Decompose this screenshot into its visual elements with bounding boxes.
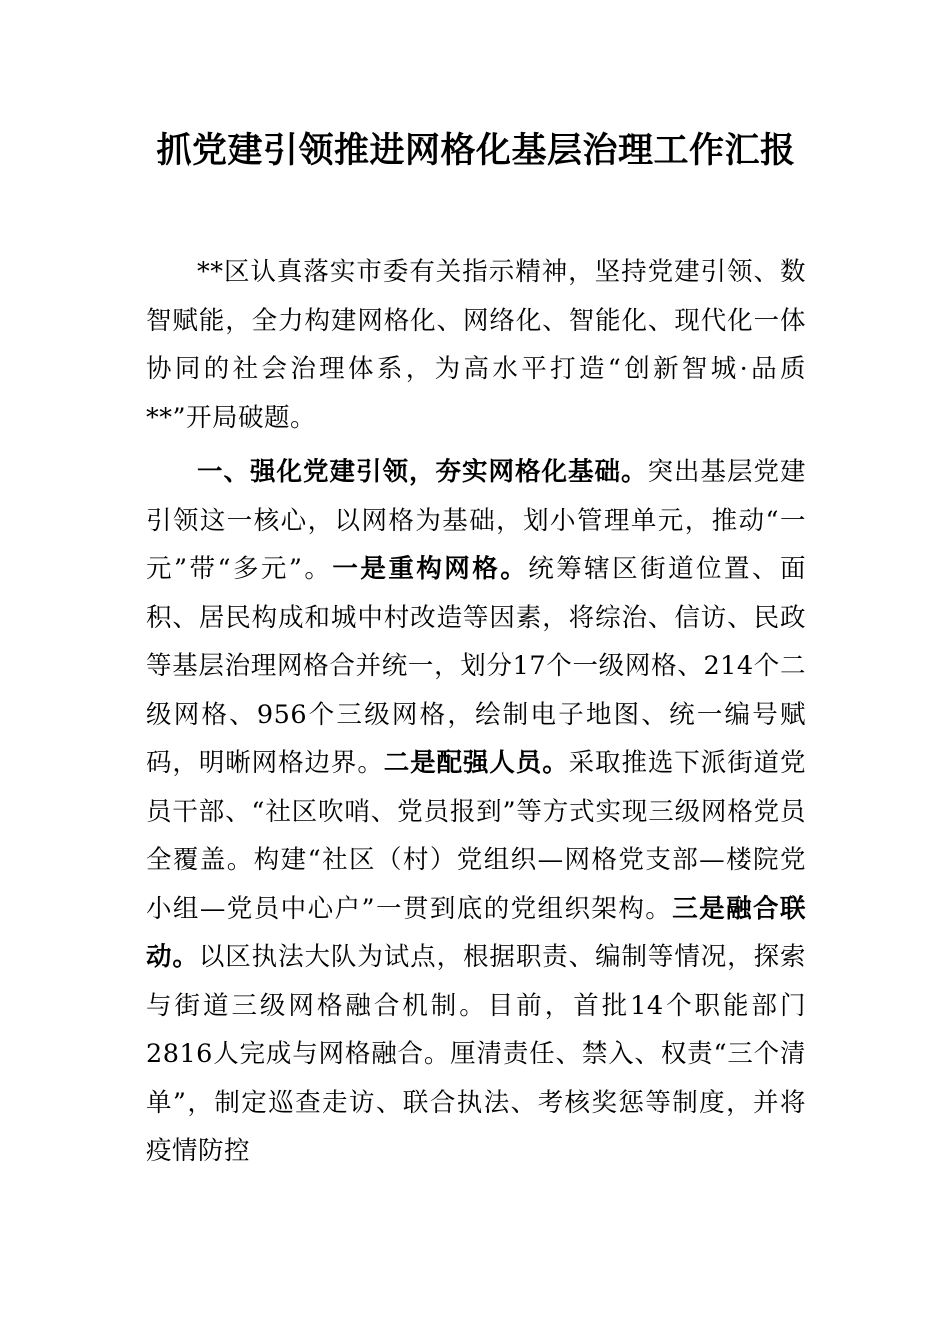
point-3-text: 以区执法大队为试点，根据职责、编制等情况，探索与街道三级网格融合机制。目前，首批14个职能部门2816人完成与网格融合。厘清责任、禁入、权责“三个清单”，制定巡查走访、联合执法、考核奖惩等制度，并将疫情防控 [146, 942, 806, 1166]
section-1-lead: 突出基层党建引领这一核心，以网格为基础，划小管理单元，推动“一元”带“多元”。 [146, 457, 806, 584]
point-2-heading: 二是配强人员。 [383, 748, 569, 778]
point-1-heading: 一是重构网格。 [332, 554, 529, 584]
point-3-heading: 三是融合联动。 [146, 893, 806, 972]
document-title: 抓党建引领推进网格化基层治理工作汇报 [156, 130, 796, 171]
intro-paragraph: **区认真落实市委有关指示精神，坚持党建引领、数智赋能，全力构建网格化、网络化、智能化、现代化一体协同的社会治理体系，为高水平打造“创新智城·品质**”开局破题。 [146, 257, 806, 433]
section-1-paragraph [146, 448, 806, 1176]
point-2-text: 采取推选下派街道党员干部、“社区吹哨、党员报到”等方式实现三级网格党员全覆盖。构建“社区（村）党组织—网格党支部—楼院党小组—党员中心户”一贯到底的党组织架构。 [146, 748, 806, 924]
document-body [146, 248, 806, 1176]
point-1-text: 统筹辖区街道位置、面积、居民构成和城中村改造等因素，将综治、信访、民政等基层治理网格合并统一，划分17个一级网格、214个二级网格、956个三级网格，绘制电子地图、统一编号赋码，明晰网格边界。 [146, 554, 806, 778]
section-1-heading: 一、强化党建引领，夯实网格化基础。 [197, 457, 648, 487]
